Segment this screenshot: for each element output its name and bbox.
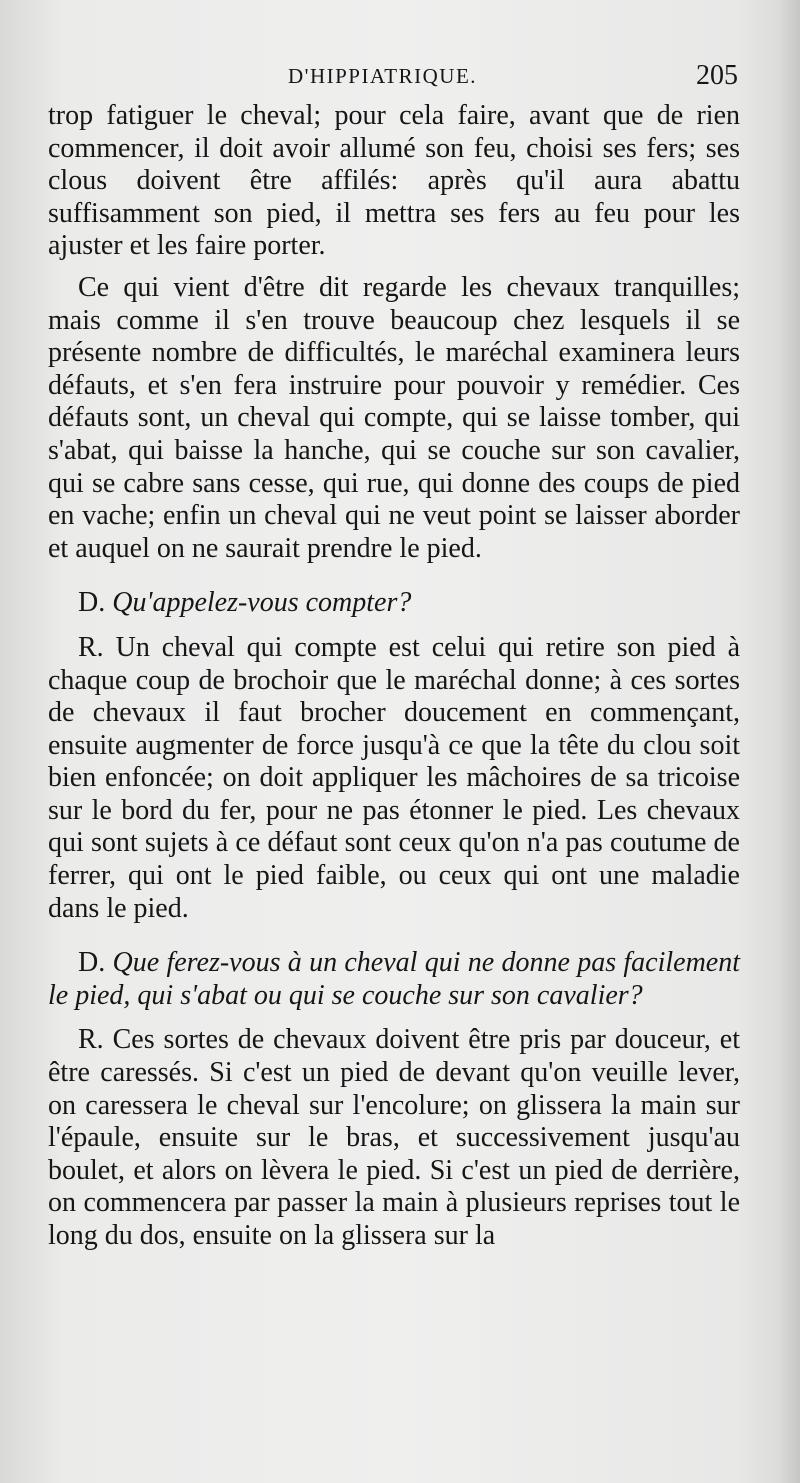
paragraph-difficult-horses: Ce qui vient d'être dit regarde les chevaux tranquilles; mais comme il s'en trouve beaucoup chez lesquels il se présente nombre de difficultés, le maréchal examinera leurs défauts, et s'en fera instruire pour pouvoir y remédier. Ces défauts sont, un cheval qui compte, qui se laisse tomber, qui s'abat, qui baisse la hanche, qui se couche sur son cavalier, qui se cabre sans cesse, qui rue, qui donne des coups de pied en vache; enfin un cheval qui ne veut point se laisser aborder et auquel on ne saurait prendre le pied. bbox=[48, 271, 740, 564]
body-text bbox=[48, 100, 740, 1253]
question-1 bbox=[48, 587, 740, 620]
question-2-text: Que ferez-vous à un cheval qui ne donne pas facilement le pied, qui s'abat ou qui se couche sur son cavalier? bbox=[48, 947, 741, 1011]
page-edge-shadow bbox=[778, 0, 800, 1483]
page-number: 205 bbox=[696, 60, 738, 91]
answer-2-speaker: R. bbox=[78, 1024, 104, 1056]
question-1-text: Qu'appelez-vous compter? bbox=[112, 587, 412, 619]
answer-1 bbox=[48, 632, 740, 925]
answer-1-text: Un cheval qui compte est celui qui retire son pied à chaque coup de brochoir que le maréchal donne; à ces sortes de chevaux il faut brocher doucement en commençant, ensuite augmenter de force jusqu'à ce que la tête du clou soit bien enfoncée; on doit appliquer les mâchoires de sa tricoise sur le bord du fer, pour ne pas étonner le pied. Les chevaux qui sont sujets à ce défaut sont ceux qu'on n'a pas coutume de ferrer, qui ont le pied faible, ou ceux qui ont une maladie dans le pied. bbox=[48, 631, 740, 924]
paragraph-continuation: trop fatiguer le cheval; pour cela faire, avant que de rien commencer, il doit avoir allumé son feu, choisi ses fers; ses clous doivent être affilés: après qu'il aura abattu suffisamment son pied, il mettra ses fers au feu pour les ajuster et les faire porter. bbox=[48, 100, 740, 262]
answer-2 bbox=[48, 1024, 740, 1252]
question-2 bbox=[48, 947, 740, 1012]
running-head: D'HIPPIATRIQUE. bbox=[288, 64, 478, 88]
page-header bbox=[48, 60, 738, 100]
answer-1-speaker: R. bbox=[78, 631, 104, 663]
question-1-speaker: D. bbox=[78, 587, 106, 619]
question-2-speaker: D. bbox=[78, 947, 106, 979]
answer-2-text: Ces sortes de chevaux doivent être pris par douceur, et être caressés. Si c'est un pied de devant qu'on veuille lever, on caressera le cheval sur l'encolure; on glissera la main sur l'épaule, ensuite sur le bras, et successivement jusqu'au boulet, et alors on lèvera le pied. Si c'est un pied de derrière, on commencera par passer la main à plusieurs reprises tout le long du dos, ensuite on la glissera sur la bbox=[48, 1024, 741, 1251]
